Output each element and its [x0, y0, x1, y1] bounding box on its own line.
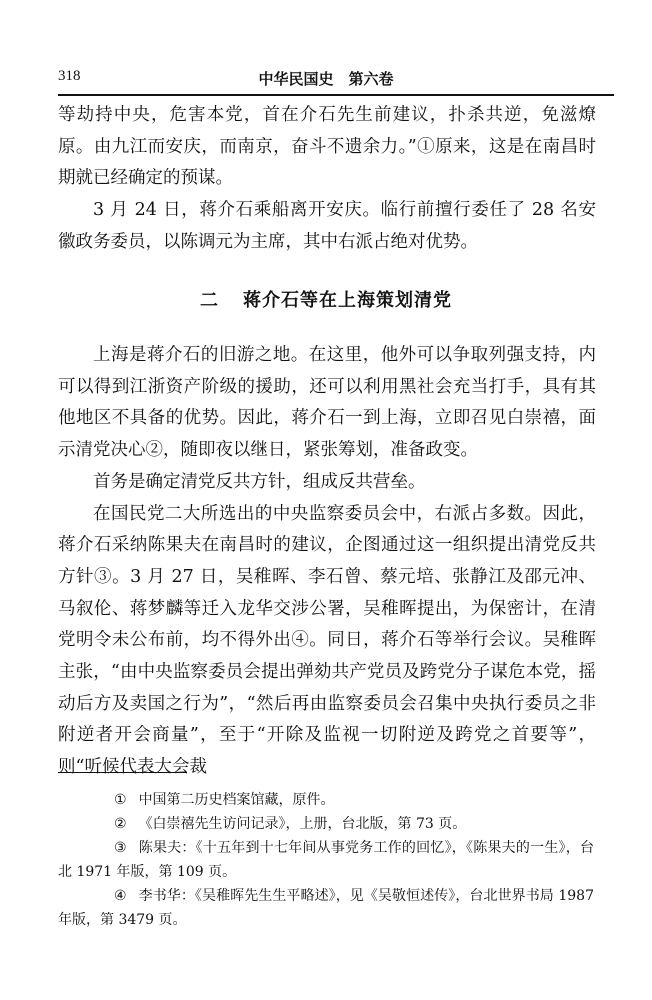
body-text-top — [58, 100, 596, 259]
paragraph-3: 上海是蒋介石的旧游之地。在这里，他外可以争取列强支持，内可以得到江浙资产阶级的援助，还可以利用黑社会充当打手，具有其他地区不具备的优势。因此，蒋介石一到上海，立即召见白崇禧，面示清党决心②，随即夜以继日，紧张筹划，准备政变。 — [58, 345, 596, 461]
paragraph-5: 在国民党二大所选出的中央监察委员会中，右派占多数。因此，蒋介石采纳陈果夫在南昌时的建议，企图通过这一组织提出清党反共方针③。3 月 27 日，吴稚晖、李石曾、蔡元培、张静江及邵元冲、马叙伦、蒋梦麟等迁入龙华交涉公署，吴稚晖提出，为保密计，在清党明令未公布前，均不得外出④。同日，蒋介石等举行会议。吴稚晖主张，“由中央监察委员会提出弹劾共产党员及跨党分子谋危本党，摇动后方及卖国之行为”，“然后再由监察委员会召集中央执行委员之非附逆者开会商量”，至于“开除及监视一切附逆及跨党之首要等”，则“听候代表大会裁 — [58, 503, 596, 778]
section-title-text: 蒋介石等在上海策划清党 — [243, 290, 452, 311]
footnote-rule — [58, 772, 186, 773]
footnotes — [58, 788, 594, 932]
footnote — [58, 788, 594, 812]
paragraph-2: 3 月 24 日，蒋介石乘船离开安庆。临行前擅行委任了 28 名安徽政务委员，以陈调元为主席，其中右派占绝对优势。 — [58, 200, 596, 252]
paragraph-1: 等劫持中央，危害本党，首在介石先生前建议，扑杀共逆，免滋燎原。由九江而安庆，而南京，奋斗不遗余力。”①原来，这是在南昌时期就已经确定的预谋。 — [58, 105, 596, 189]
page-number: 318 — [58, 68, 81, 84]
paragraph-4: 首务是确定清党反共方针，组成反共营垒。 — [93, 471, 426, 492]
footnote — [58, 884, 594, 932]
footnote-mark: ② — [114, 816, 127, 832]
footnote-text: 陈果夫：《十五年到十七年间从事党务工作的回忆》，《陈果夫的一生》，台北 1971 年版，第 109 页。 — [58, 840, 594, 880]
footnote-text: 李书华：《吴稚晖先生生平略述》，见《吴敬恒述传》，台北世界书局 1987 年版，第 3479 页。 — [58, 888, 594, 928]
footnote — [58, 812, 594, 836]
footnote-mark: ③ — [114, 840, 127, 856]
section-number: 二 — [200, 290, 219, 311]
running-title: 中华民国史 第六卷 — [258, 70, 394, 88]
footnote-mark: ① — [114, 792, 127, 808]
body-text-bottom — [58, 340, 596, 784]
footnote-mark: ④ — [114, 888, 127, 904]
footnote — [58, 836, 594, 884]
footnote-text: 中国第二历史档案馆藏，原件。 — [138, 792, 335, 808]
header-rule — [58, 94, 614, 96]
page-header — [46, 62, 606, 92]
footnote-text: 《白崇禧先生访问记录》，上册，台北版，第 73 页。 — [138, 816, 467, 832]
section-heading — [0, 286, 652, 312]
